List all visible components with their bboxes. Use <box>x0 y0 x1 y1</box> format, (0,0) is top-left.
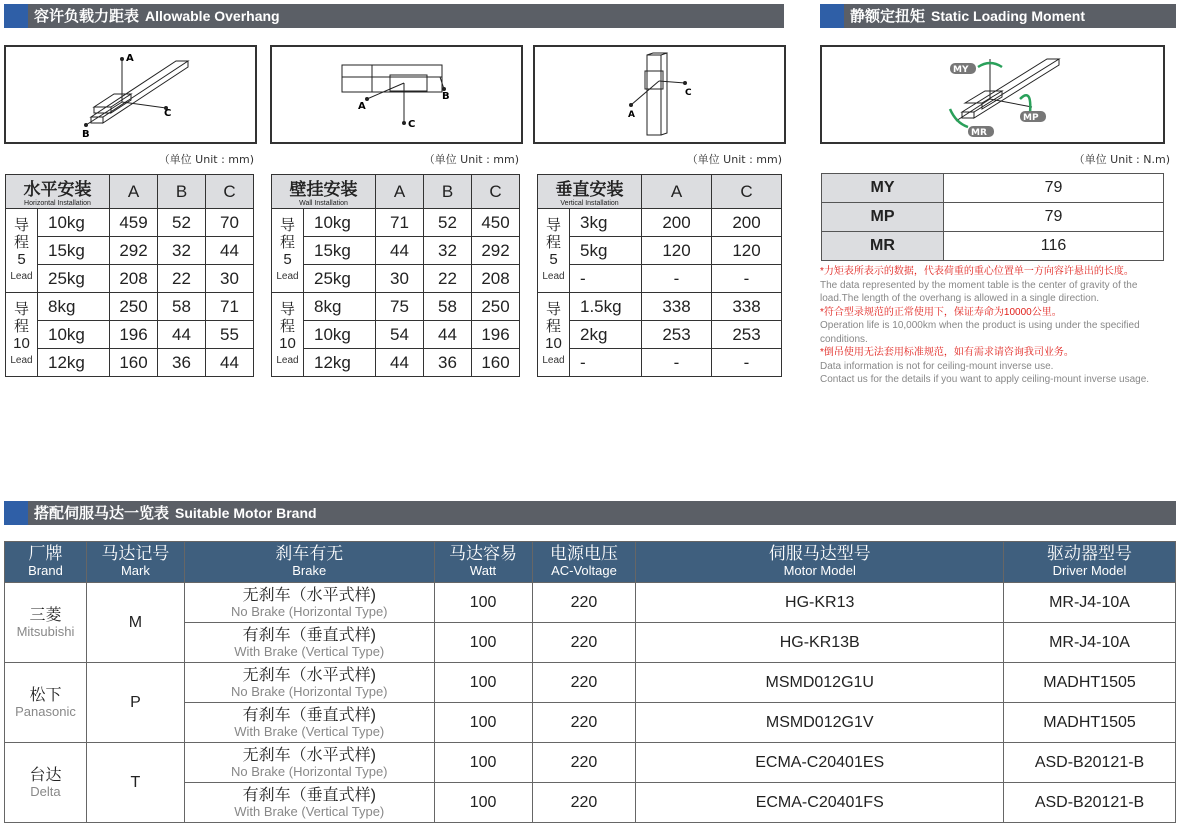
brand-cell <box>5 663 87 743</box>
table-row <box>6 265 254 293</box>
table-row <box>6 209 254 237</box>
label-a: A <box>126 53 134 64</box>
column-header-a: A <box>376 175 424 209</box>
lead-char: 导 <box>545 300 561 318</box>
diagram-vertical <box>533 45 786 144</box>
value-cell: 44 <box>376 349 424 377</box>
moment-name: MP <box>822 203 944 232</box>
lead-cell <box>6 293 38 377</box>
lead-char: 程 <box>13 233 29 251</box>
value-cell: 44 <box>376 237 424 265</box>
brake-en: No Brake (Horizontal Type) <box>230 603 388 619</box>
brand-cell <box>5 743 87 823</box>
column-header <box>636 542 1004 583</box>
lead-cell <box>538 293 570 377</box>
lead-cell <box>272 209 304 293</box>
voltage-cell: 220 <box>532 703 636 743</box>
lead-char: 程 <box>545 233 561 251</box>
value-cell: 52 <box>158 209 206 237</box>
watt-cell: 100 <box>434 663 532 703</box>
label-mp: MP <box>1023 113 1039 123</box>
section-title-en: Static Loading Moment <box>931 8 1086 24</box>
value-cell: 459 <box>110 209 158 237</box>
lead-char: 5 <box>549 250 558 268</box>
column-header-c: C <box>206 175 254 209</box>
mark-cell: T <box>86 743 184 823</box>
brand-zh: 台达 <box>29 766 62 784</box>
driver-model-cell: MADHT1505 <box>1004 663 1176 703</box>
table-row <box>272 349 520 377</box>
value-cell: 160 <box>110 349 158 377</box>
driver-model-cell: ASD-B20121-B <box>1004 783 1176 823</box>
brake-cell <box>184 743 434 783</box>
table-row <box>272 293 520 321</box>
column-header-a: A <box>110 175 158 209</box>
table-row <box>5 743 1176 783</box>
motor-model-cell: HG-KR13B <box>636 623 1004 663</box>
table-vertical <box>537 174 782 377</box>
value-cell: 44 <box>206 237 254 265</box>
lead-char: 程 <box>545 317 561 335</box>
install-type-en: Vertical Installation <box>560 200 619 207</box>
unit-label-wall: （单位 Unit : mm) <box>423 153 519 166</box>
motor-model-cell: MSMD012G1V <box>636 703 1004 743</box>
value-cell: 52 <box>424 209 472 237</box>
header-en: AC-Voltage <box>551 563 617 578</box>
column-header-c: C <box>472 175 520 209</box>
table-row <box>6 321 254 349</box>
load-cell: - <box>570 265 642 293</box>
value-cell: 30 <box>206 265 254 293</box>
header-zh: 厂牌 <box>28 544 63 563</box>
header-zh: 驱动器型号 <box>1047 544 1133 563</box>
value-cell: 200 <box>712 209 782 237</box>
header-zh: 伺服马达型号 <box>768 544 871 563</box>
value-cell: 55 <box>206 321 254 349</box>
value-cell: 22 <box>158 265 206 293</box>
label-c: C <box>408 119 416 130</box>
value-cell: 208 <box>472 265 520 293</box>
diagram-wall <box>270 45 523 144</box>
wall-rail-drawing <box>272 47 521 142</box>
load-cell: 1.5kg <box>570 293 642 321</box>
value-cell: 70 <box>206 209 254 237</box>
value-cell: 253 <box>642 321 712 349</box>
value-cell: 450 <box>472 209 520 237</box>
install-type-zh: 水平安装 <box>23 180 92 199</box>
watt-cell: 100 <box>434 583 532 623</box>
value-cell: 196 <box>110 321 158 349</box>
section-title-en: Suitable Motor Brand <box>175 505 317 521</box>
load-cell: 25kg <box>304 265 376 293</box>
section-title-zh: 静额定扭矩 <box>850 7 926 25</box>
value-cell: 200 <box>642 209 712 237</box>
note-1-red: *力矩表所表示的数据，代表荷重的重心位置单一方向容许悬出的长度。 <box>820 266 1134 277</box>
table-row <box>538 349 782 377</box>
section-header-motor <box>4 501 1176 525</box>
lead-char: 导 <box>13 300 29 318</box>
column-header-b: B <box>424 175 472 209</box>
brake-zh: 无刹车（水平式样) <box>242 586 376 604</box>
header-row <box>6 175 254 209</box>
section-title-en: Allowable Overhang <box>145 8 280 24</box>
load-cell: 10kg <box>304 321 376 349</box>
brake-zh: 有刹车（垂直式样) <box>242 626 376 644</box>
brake-cell <box>184 663 434 703</box>
lead-char: 程 <box>279 317 295 335</box>
voltage-cell: 220 <box>532 583 636 623</box>
column-header-c: C <box>712 175 782 209</box>
value-cell: 120 <box>712 237 782 265</box>
diagram-horizontal <box>4 45 257 144</box>
value-cell: 54 <box>376 321 424 349</box>
load-cell: 25kg <box>38 265 110 293</box>
value-cell: 120 <box>642 237 712 265</box>
load-cell: 15kg <box>38 237 110 265</box>
install-type-zh: 壁挂安装 <box>289 180 358 199</box>
watt-cell: 100 <box>434 623 532 663</box>
value-cell: 71 <box>376 209 424 237</box>
header-en: Motor Model <box>783 563 856 578</box>
install-type-en: Horizontal Installation <box>24 200 91 207</box>
table-wall <box>271 174 520 377</box>
value-cell: 36 <box>424 349 472 377</box>
brake-cell <box>184 623 434 663</box>
driver-model-cell: ASD-B20121-B <box>1004 743 1176 783</box>
table-row <box>272 209 520 237</box>
table-horizontal <box>5 174 254 377</box>
load-cell: 12kg <box>304 349 376 377</box>
value-cell: 32 <box>158 237 206 265</box>
brand-en: Delta <box>30 783 61 799</box>
lead-en: Lead <box>542 270 565 282</box>
value-cell: 75 <box>376 293 424 321</box>
lead-char: 程 <box>13 317 29 335</box>
moment-name: MY <box>822 174 944 203</box>
section-header-static <box>820 4 1176 28</box>
value-cell: 196 <box>472 321 520 349</box>
value-cell: 253 <box>712 321 782 349</box>
column-header <box>434 542 532 583</box>
note-2-grey: Operation life is 10,000km when the product is using under the specified conditions. <box>820 320 1140 345</box>
install-type-header <box>272 175 376 209</box>
section-title-zh: 搭配伺服马达一览表 <box>34 504 170 522</box>
lead-char: 导 <box>279 216 295 234</box>
header-zh: 马达记号 <box>101 544 170 563</box>
column-header <box>532 542 636 583</box>
watt-cell: 100 <box>434 743 532 783</box>
moment-value: 116 <box>944 232 1164 261</box>
moment-rail-drawing <box>822 47 1163 142</box>
mark-cell: M <box>86 583 184 663</box>
brand-en: Panasonic <box>15 703 76 719</box>
brake-zh: 无刹车（水平式样) <box>242 746 376 764</box>
value-cell: 208 <box>110 265 158 293</box>
load-cell: 3kg <box>570 209 642 237</box>
column-header <box>86 542 184 583</box>
value-cell: 22 <box>424 265 472 293</box>
column-header-a: A <box>642 175 712 209</box>
unit-label-horizontal: （单位 Unit : mm) <box>158 153 254 166</box>
driver-model-cell: MADHT1505 <box>1004 703 1176 743</box>
table-row <box>272 237 520 265</box>
header-en: Brake <box>292 563 327 578</box>
table-row <box>538 293 782 321</box>
table-motor-brands <box>4 541 1176 823</box>
moment-name: MR <box>822 232 944 261</box>
header-en: Mark <box>120 563 150 578</box>
label-c: C <box>164 108 172 119</box>
load-cell: 10kg <box>304 209 376 237</box>
value-cell: - <box>642 349 712 377</box>
brake-zh: 有刹车（垂直式样) <box>242 786 376 804</box>
header-en: Watt <box>469 563 497 578</box>
label-c: C <box>685 88 692 98</box>
header-row <box>272 175 520 209</box>
note-3-red: *倒吊使用无法套用标准规范，如有需求请咨询我司业务。 <box>820 347 1074 358</box>
lead-char: 程 <box>279 233 295 251</box>
header-row <box>538 175 782 209</box>
value-cell: 71 <box>206 293 254 321</box>
note-3-grey-2: Contact us for the details if you want to apply ceiling-mount inverse usage. <box>820 374 1150 385</box>
value-cell: - <box>712 265 782 293</box>
install-type-header <box>6 175 110 209</box>
vertical-rail-drawing <box>535 47 784 142</box>
lead-en: Lead <box>542 354 565 366</box>
brake-zh: 有刹车（垂直式样) <box>242 706 376 724</box>
section-header-overhang <box>4 4 784 28</box>
header-en: Brand <box>28 563 63 578</box>
moment-row <box>822 232 1164 261</box>
lead-char: 10 <box>13 334 30 352</box>
table-row <box>538 209 782 237</box>
lead-cell <box>538 209 570 293</box>
unit-label-vertical: （单位 Unit : mm) <box>686 153 782 166</box>
table-row <box>5 663 1176 703</box>
value-cell: - <box>642 265 712 293</box>
notes-block <box>820 265 1175 387</box>
table-row <box>538 237 782 265</box>
voltage-cell: 220 <box>532 623 636 663</box>
label-my: MY <box>953 65 969 75</box>
horizontal-rail-drawing <box>6 47 255 142</box>
brand-cell <box>5 583 87 663</box>
table-row <box>6 293 254 321</box>
voltage-cell: 220 <box>532 783 636 823</box>
value-cell: 250 <box>472 293 520 321</box>
note-1-grey: The data represented by the moment table is the center of gravity of the load.The length of the overhang is allowed in a single direction. <box>820 279 1138 304</box>
brake-en: No Brake (Horizontal Type) <box>230 763 388 779</box>
brand-en: Mitsubishi <box>16 623 75 639</box>
brand-zh: 松下 <box>29 686 62 704</box>
value-cell: 338 <box>642 293 712 321</box>
driver-model-cell: MR-J4-10A <box>1004 623 1176 663</box>
lead-cell <box>272 293 304 377</box>
label-b: B <box>442 91 450 102</box>
diagram-moment <box>820 45 1165 144</box>
moment-row <box>822 174 1164 203</box>
load-cell: 10kg <box>38 209 110 237</box>
unit-label-moment: （单位 Unit : N.m) <box>1073 153 1170 166</box>
value-cell: 292 <box>110 237 158 265</box>
column-header <box>1004 542 1176 583</box>
driver-model-cell: MR-J4-10A <box>1004 583 1176 623</box>
value-cell: 160 <box>472 349 520 377</box>
motor-model-cell: HG-KR13 <box>636 583 1004 623</box>
lead-char: 10 <box>545 334 562 352</box>
voltage-cell: 220 <box>532 743 636 783</box>
brake-zh: 无刹车（水平式样) <box>242 666 376 684</box>
load-cell: 8kg <box>304 293 376 321</box>
load-cell: 15kg <box>304 237 376 265</box>
column-header-b: B <box>158 175 206 209</box>
lead-char: 导 <box>13 216 29 234</box>
lead-char: 10 <box>279 334 296 352</box>
load-cell: 12kg <box>38 349 110 377</box>
lead-char: 导 <box>279 300 295 318</box>
mark-cell: P <box>86 663 184 743</box>
brake-en: With Brake (Vertical Type) <box>234 723 385 739</box>
brake-cell <box>184 783 434 823</box>
motor-model-cell: ECMA-C20401FS <box>636 783 1004 823</box>
brand-zh: 三菱 <box>29 606 62 624</box>
lead-char: 导 <box>545 216 561 234</box>
motor-model-cell: ECMA-C20401ES <box>636 743 1004 783</box>
header-en: Driver Model <box>1052 563 1127 578</box>
table-row <box>272 321 520 349</box>
brake-cell <box>184 583 434 623</box>
value-cell: 30 <box>376 265 424 293</box>
column-header <box>5 542 87 583</box>
value-cell: 58 <box>158 293 206 321</box>
value-cell: 338 <box>712 293 782 321</box>
lead-char: 5 <box>17 250 26 268</box>
header-zh: 马达容易 <box>449 544 518 563</box>
lead-en: Lead <box>276 270 299 282</box>
moment-row <box>822 203 1164 232</box>
table-row <box>272 265 520 293</box>
value-cell: 32 <box>424 237 472 265</box>
table-moment <box>821 173 1164 261</box>
value-cell: 250 <box>110 293 158 321</box>
label-a: A <box>358 101 366 112</box>
table-row <box>6 349 254 377</box>
voltage-cell: 220 <box>532 663 636 703</box>
value-cell: 44 <box>206 349 254 377</box>
header-zh: 电源电压 <box>549 544 618 563</box>
load-cell: 5kg <box>570 237 642 265</box>
value-cell: 44 <box>424 321 472 349</box>
value-cell: - <box>712 349 782 377</box>
label-a: A <box>628 110 635 120</box>
moment-value: 79 <box>944 174 1164 203</box>
lead-cell <box>6 209 38 293</box>
lead-en: Lead <box>10 354 33 366</box>
note-2-red: *符合型录规范的正常使用下，保证寿命为10000公里。 <box>820 306 1062 318</box>
lead-char: 5 <box>283 250 292 268</box>
note-3-grey-1: Data information is not for ceiling-mount inverse use. <box>820 360 1054 372</box>
motor-model-cell: MSMD012G1U <box>636 663 1004 703</box>
moment-value: 79 <box>944 203 1164 232</box>
brake-en: With Brake (Vertical Type) <box>234 803 385 819</box>
column-header <box>184 542 434 583</box>
value-cell: 58 <box>424 293 472 321</box>
table-row <box>538 265 782 293</box>
watt-cell: 100 <box>434 703 532 743</box>
install-type-header <box>538 175 642 209</box>
lead-en: Lead <box>276 354 299 366</box>
load-cell: 8kg <box>38 293 110 321</box>
load-cell: 10kg <box>38 321 110 349</box>
watt-cell: 100 <box>434 783 532 823</box>
brake-en: With Brake (Vertical Type) <box>234 643 385 659</box>
table-row <box>6 237 254 265</box>
brake-cell <box>184 703 434 743</box>
load-cell: - <box>570 349 642 377</box>
value-cell: 44 <box>158 321 206 349</box>
header-row <box>5 542 1176 583</box>
install-type-zh: 垂直安装 <box>555 180 624 199</box>
table-row <box>538 321 782 349</box>
value-cell: 292 <box>472 237 520 265</box>
value-cell: 36 <box>158 349 206 377</box>
brake-en: No Brake (Horizontal Type) <box>230 683 388 699</box>
label-mr: MR <box>971 128 987 138</box>
load-cell: 2kg <box>570 321 642 349</box>
table-row <box>5 583 1176 623</box>
install-type-en: Wall Installation <box>299 200 348 207</box>
lead-en: Lead <box>10 270 33 282</box>
header-zh: 刹车有无 <box>275 544 344 563</box>
section-title-zh: 容许负载力距表 <box>34 7 140 25</box>
label-b: B <box>82 129 90 140</box>
